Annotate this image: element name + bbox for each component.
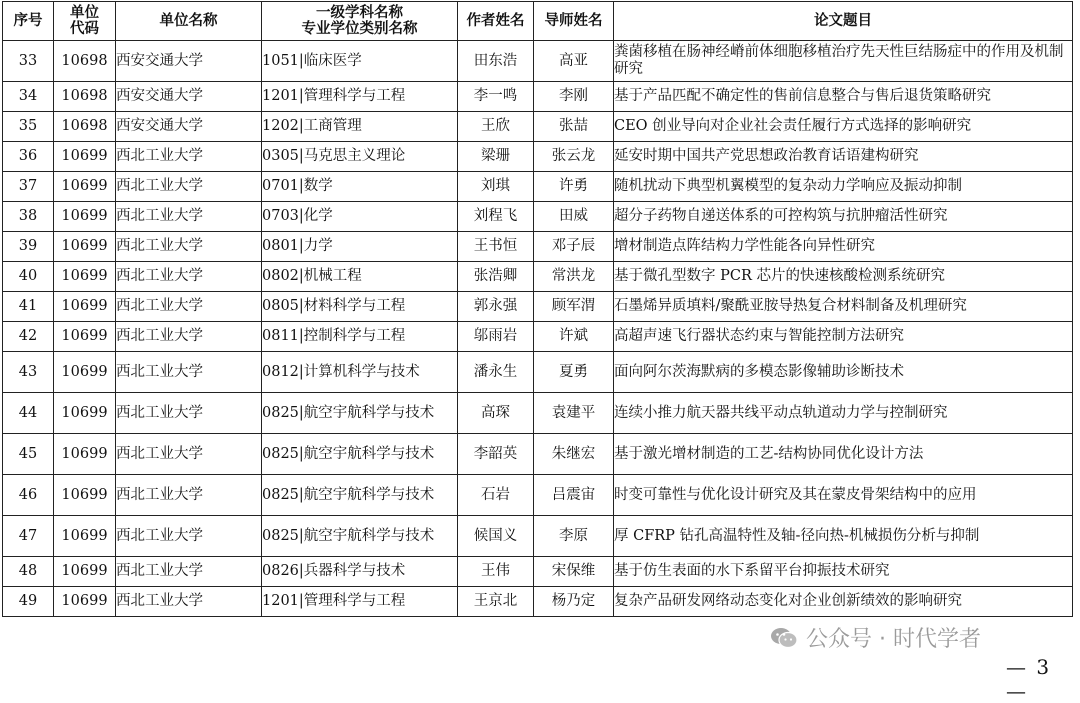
cell-seq: 44 bbox=[3, 393, 54, 434]
cell-subject: 1201|管理科学与工程 bbox=[262, 587, 458, 617]
cell-title: CEO 创业导向对企业社会责任履行方式选择的影响研究 bbox=[614, 112, 1073, 142]
cell-unit: 西安交通大学 bbox=[116, 112, 262, 142]
cell-advisor: 顾军渭 bbox=[534, 292, 614, 322]
cell-subject: 0703|化学 bbox=[262, 202, 458, 232]
cell-title: 基于仿生表面的水下系留平台抑振技术研究 bbox=[614, 557, 1073, 587]
table-row bbox=[3, 434, 1073, 475]
cell-seq: 45 bbox=[3, 434, 54, 475]
cell-code: 10698 bbox=[54, 82, 116, 112]
cell-seq: 36 bbox=[3, 142, 54, 172]
cell-advisor: 夏勇 bbox=[534, 352, 614, 393]
cell-unit: 西安交通大学 bbox=[116, 41, 262, 82]
cell-title: 增材制造点阵结构力学性能各向异性研究 bbox=[614, 232, 1073, 262]
cell-advisor: 李刚 bbox=[534, 82, 614, 112]
cell-author: 田东浩 bbox=[458, 41, 534, 82]
cell-title: 面向阿尔茨海默病的多模态影像辅助诊断技术 bbox=[614, 352, 1073, 393]
cell-subject: 0801|力学 bbox=[262, 232, 458, 262]
cell-code: 10699 bbox=[54, 232, 116, 262]
cell-author: 刘琪 bbox=[458, 172, 534, 202]
cell-seq: 49 bbox=[3, 587, 54, 617]
cell-unit: 西北工业大学 bbox=[116, 557, 262, 587]
cell-advisor: 吕震宙 bbox=[534, 475, 614, 516]
cell-code: 10699 bbox=[54, 142, 116, 172]
cell-advisor: 高亚 bbox=[534, 41, 614, 82]
cell-author: 李韶英 bbox=[458, 434, 534, 475]
cell-subject: 1202|工商管理 bbox=[262, 112, 458, 142]
table-row bbox=[3, 232, 1073, 262]
cell-author: 王京北 bbox=[458, 587, 534, 617]
watermark bbox=[770, 622, 981, 653]
table-row bbox=[3, 112, 1073, 142]
cell-author: 梁珊 bbox=[458, 142, 534, 172]
cell-code: 10699 bbox=[54, 172, 116, 202]
cell-subject: 0825|航空宇航科学与技术 bbox=[262, 475, 458, 516]
table-row bbox=[3, 393, 1073, 434]
cell-advisor: 田威 bbox=[534, 202, 614, 232]
table-row bbox=[3, 516, 1073, 557]
table-body bbox=[3, 41, 1073, 617]
cell-advisor: 杨乃定 bbox=[534, 587, 614, 617]
cell-code: 10698 bbox=[54, 112, 116, 142]
cell-author: 高琛 bbox=[458, 393, 534, 434]
cell-code: 10699 bbox=[54, 202, 116, 232]
cell-title: 时变可靠性与优化设计研究及其在蒙皮骨架结构中的应用 bbox=[614, 475, 1073, 516]
cell-seq: 42 bbox=[3, 322, 54, 352]
cell-title: 高超声速飞行器状态约束与智能控制方法研究 bbox=[614, 322, 1073, 352]
cell-unit: 西北工业大学 bbox=[116, 292, 262, 322]
watermark-text: 公众号 · 时代学者 bbox=[806, 627, 981, 652]
table-row bbox=[3, 172, 1073, 202]
cell-unit: 西北工业大学 bbox=[116, 393, 262, 434]
cell-subject: 0825|航空宇航科学与技术 bbox=[262, 516, 458, 557]
cell-code: 10699 bbox=[54, 516, 116, 557]
cell-subject: 1051|临床医学 bbox=[262, 41, 458, 82]
cell-unit: 西北工业大学 bbox=[116, 352, 262, 393]
header-author: 作者姓名 bbox=[458, 2, 534, 41]
cell-unit: 西北工业大学 bbox=[116, 232, 262, 262]
cell-advisor: 常洪龙 bbox=[534, 262, 614, 292]
cell-code: 10699 bbox=[54, 434, 116, 475]
cell-code: 10699 bbox=[54, 292, 116, 322]
table-row bbox=[3, 202, 1073, 232]
cell-seq: 41 bbox=[3, 292, 54, 322]
cell-code: 10699 bbox=[54, 557, 116, 587]
cell-code: 10699 bbox=[54, 352, 116, 393]
cell-title: 复杂产品研发网络动态变化对企业创新绩效的影响研究 bbox=[614, 587, 1073, 617]
cell-subject: 0825|航空宇航科学与技术 bbox=[262, 393, 458, 434]
cell-advisor: 邓子辰 bbox=[534, 232, 614, 262]
cell-unit: 西北工业大学 bbox=[116, 202, 262, 232]
cell-subject: 0826|兵器科学与技术 bbox=[262, 557, 458, 587]
cell-seq: 46 bbox=[3, 475, 54, 516]
cell-title: 基于微孔型数字 PCR 芯片的快速核酸检测系统研究 bbox=[614, 262, 1073, 292]
cell-code: 10699 bbox=[54, 587, 116, 617]
cell-advisor: 宋保维 bbox=[534, 557, 614, 587]
cell-subject: 0825|航空宇航科学与技术 bbox=[262, 434, 458, 475]
cell-title: 基于激光增材制造的工艺-结构协同优化设计方法 bbox=[614, 434, 1073, 475]
cell-subject: 0811|控制科学与工程 bbox=[262, 322, 458, 352]
cell-seq: 47 bbox=[3, 516, 54, 557]
header-unit: 单位名称 bbox=[116, 2, 262, 41]
cell-author: 王书恒 bbox=[458, 232, 534, 262]
header-subject: 一级学科名称 专业学位类别名称 bbox=[262, 2, 458, 41]
table-row bbox=[3, 262, 1073, 292]
table-row bbox=[3, 352, 1073, 393]
table-row bbox=[3, 557, 1073, 587]
cell-code: 10699 bbox=[54, 393, 116, 434]
cell-advisor: 许斌 bbox=[534, 322, 614, 352]
cell-author: 潘永生 bbox=[458, 352, 534, 393]
table-row bbox=[3, 587, 1073, 617]
cell-advisor: 张云龙 bbox=[534, 142, 614, 172]
cell-advisor: 朱继宏 bbox=[534, 434, 614, 475]
cell-advisor: 张喆 bbox=[534, 112, 614, 142]
cell-author: 王欣 bbox=[458, 112, 534, 142]
table-row bbox=[3, 475, 1073, 516]
cell-title: 基于产品匹配不确定性的售前信息整合与售后退货策略研究 bbox=[614, 82, 1073, 112]
cell-code: 10698 bbox=[54, 41, 116, 82]
cell-subject: 0701|数学 bbox=[262, 172, 458, 202]
header-title: 论文题目 bbox=[614, 2, 1073, 41]
cell-unit: 西北工业大学 bbox=[116, 142, 262, 172]
cell-advisor: 袁建平 bbox=[534, 393, 614, 434]
cell-unit: 西北工业大学 bbox=[116, 475, 262, 516]
table-row bbox=[3, 82, 1073, 112]
cell-code: 10699 bbox=[54, 475, 116, 516]
cell-title: 超分子药物自递送体系的可控构筑与抗肿瘤活性研究 bbox=[614, 202, 1073, 232]
cell-title: 连续小推力航天器共线平动点轨道动力学与控制研究 bbox=[614, 393, 1073, 434]
cell-seq: 35 bbox=[3, 112, 54, 142]
cell-seq: 40 bbox=[3, 262, 54, 292]
cell-code: 10699 bbox=[54, 262, 116, 292]
cell-seq: 38 bbox=[3, 202, 54, 232]
cell-unit: 西北工业大学 bbox=[116, 587, 262, 617]
cell-unit: 西北工业大学 bbox=[116, 434, 262, 475]
wechat-icon bbox=[770, 627, 798, 649]
cell-seq: 39 bbox=[3, 232, 54, 262]
cell-seq: 48 bbox=[3, 557, 54, 587]
cell-advisor: 李原 bbox=[534, 516, 614, 557]
cell-author: 刘程飞 bbox=[458, 202, 534, 232]
header-seq: 序号 bbox=[3, 2, 54, 41]
cell-unit: 西北工业大学 bbox=[116, 516, 262, 557]
cell-seq: 34 bbox=[3, 82, 54, 112]
cell-unit: 西安交通大学 bbox=[116, 82, 262, 112]
cell-title: 延安时期中国共产党思想政治教育话语建构研究 bbox=[614, 142, 1073, 172]
cell-title: 粪菌移植在肠神经嵴前体细胞移植治疗先天性巨结肠症中的作用及机制研究 bbox=[614, 41, 1073, 82]
cell-subject: 1201|管理科学与工程 bbox=[262, 82, 458, 112]
cell-unit: 西北工业大学 bbox=[116, 262, 262, 292]
cell-author: 李一鸣 bbox=[458, 82, 534, 112]
cell-seq: 43 bbox=[3, 352, 54, 393]
cell-subject: 0805|材料科学与工程 bbox=[262, 292, 458, 322]
cell-title: 石墨烯异质填料/聚酰亚胺导热复合材料制备及机理研究 bbox=[614, 292, 1073, 322]
page-number: — 3 — bbox=[1006, 655, 1052, 703]
header-code: 单位 代码 bbox=[54, 2, 116, 41]
header-advisor: 导师姓名 bbox=[534, 2, 614, 41]
cell-title: 厚 CFRP 钻孔高温特性及轴-径向热-机械损伤分析与抑制 bbox=[614, 516, 1073, 557]
cell-author: 王伟 bbox=[458, 557, 534, 587]
table-row bbox=[3, 322, 1073, 352]
cell-author: 候国义 bbox=[458, 516, 534, 557]
cell-subject: 0305|马克思主义理论 bbox=[262, 142, 458, 172]
cell-advisor: 许勇 bbox=[534, 172, 614, 202]
cell-author: 邬雨岩 bbox=[458, 322, 534, 352]
cell-title: 随机扰动下典型机翼模型的复杂动力学响应及振动抑制 bbox=[614, 172, 1073, 202]
table-row bbox=[3, 142, 1073, 172]
cell-author: 张浩卿 bbox=[458, 262, 534, 292]
cell-seq: 37 bbox=[3, 172, 54, 202]
cell-code: 10699 bbox=[54, 322, 116, 352]
header-row bbox=[3, 2, 1073, 41]
cell-subject: 0802|机械工程 bbox=[262, 262, 458, 292]
cell-author: 郭永强 bbox=[458, 292, 534, 322]
table-row bbox=[3, 292, 1073, 322]
cell-seq: 33 bbox=[3, 41, 54, 82]
cell-unit: 西北工业大学 bbox=[116, 172, 262, 202]
table-row bbox=[3, 41, 1073, 82]
cell-subject: 0812|计算机科学与技术 bbox=[262, 352, 458, 393]
results-table bbox=[2, 1, 1073, 617]
cell-unit: 西北工业大学 bbox=[116, 322, 262, 352]
cell-author: 石岩 bbox=[458, 475, 534, 516]
